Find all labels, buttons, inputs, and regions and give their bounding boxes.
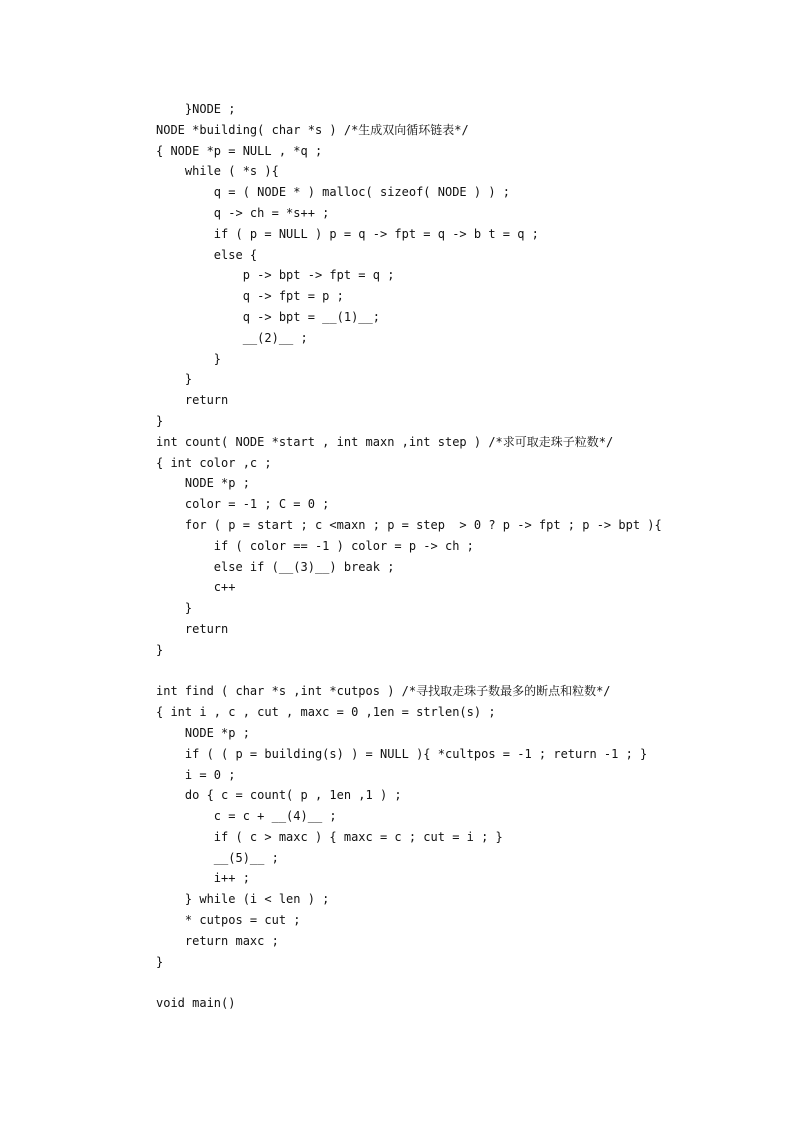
code-line: } bbox=[156, 954, 164, 969]
code-line: { int i , c , cut , maxc = 0 ,1en = strlen(s) ; bbox=[156, 705, 496, 720]
code-line: i++ ; bbox=[156, 871, 250, 886]
code-line: __(2)__ ; bbox=[156, 330, 308, 345]
code-line: }NODE ; bbox=[156, 102, 236, 116]
code-line: __(5)__ ; bbox=[156, 850, 279, 865]
code-line: } bbox=[156, 601, 193, 616]
code-line: if ( p = NULL ) p = q -> fpt = q -> b t = q ; bbox=[156, 226, 539, 241]
code-line: else if (__(3)__) break ; bbox=[156, 559, 395, 574]
code-line: } while (i < len ) ; bbox=[156, 892, 330, 907]
code-line: if ( c > maxc ) { maxc = c ; cut = i ; } bbox=[156, 829, 503, 844]
code-line: NODE *p ; bbox=[156, 725, 250, 740]
code-line: } bbox=[156, 351, 222, 366]
code-line: { NODE *p = NULL , *q ; bbox=[156, 143, 323, 158]
code-line: int count( NODE *start , int maxn ,int step ) /*求可取走珠子粒数*/ bbox=[156, 434, 614, 449]
code-line: } bbox=[156, 413, 164, 428]
code-line: c++ bbox=[156, 580, 236, 595]
code-line: int find ( char *s ,int *cutpos ) /*寻找取走珠子数最多的断点和粒数*/ bbox=[156, 684, 611, 699]
code-line: q -> bpt = __(1)__; bbox=[156, 309, 380, 324]
code-block bbox=[156, 99, 756, 1014]
code-line: c = c + __(4)__ ; bbox=[156, 809, 337, 824]
code-line: * cutpos = cut ; bbox=[156, 913, 301, 928]
code-line: NODE *building( char *s ) /*生成双向循环链表*/ bbox=[156, 122, 469, 137]
code-line: q = ( NODE * ) malloc( sizeof( NODE ) ) ; bbox=[156, 185, 511, 200]
code-line: return bbox=[156, 621, 229, 636]
code-line: for ( p = start ; c <maxn ; p = step > 0 ? p -> fpt ; p -> bpt ){ bbox=[156, 517, 662, 532]
code-line: do { c = count( p , 1en ,1 ) ; bbox=[156, 788, 402, 803]
code-line: else { bbox=[156, 247, 258, 262]
code-line: p -> bpt -> fpt = q ; bbox=[156, 268, 395, 283]
code-line: color = -1 ; C = 0 ; bbox=[156, 497, 330, 512]
code-line: while ( *s ){ bbox=[156, 164, 279, 179]
code-line: if ( ( p = building(s) ) = NULL ){ *cultpos = -1 ; return -1 ; } bbox=[156, 746, 648, 761]
code-line: q -> ch = *s++ ; bbox=[156, 205, 330, 220]
code-line: void main() bbox=[156, 996, 236, 1011]
code-line: return bbox=[156, 393, 229, 408]
code-line: } bbox=[156, 372, 193, 387]
code-line: q -> fpt = p ; bbox=[156, 289, 344, 304]
code-line: i = 0 ; bbox=[156, 767, 236, 782]
code-line bbox=[156, 972, 756, 993]
code-line: if ( color == -1 ) color = p -> ch ; bbox=[156, 538, 474, 553]
code-line: } bbox=[156, 642, 164, 657]
code-line: return maxc ; bbox=[156, 933, 279, 948]
code-line: { int color ,c ; bbox=[156, 455, 272, 470]
code-line: NODE *p ; bbox=[156, 476, 250, 491]
code-line bbox=[156, 661, 756, 682]
